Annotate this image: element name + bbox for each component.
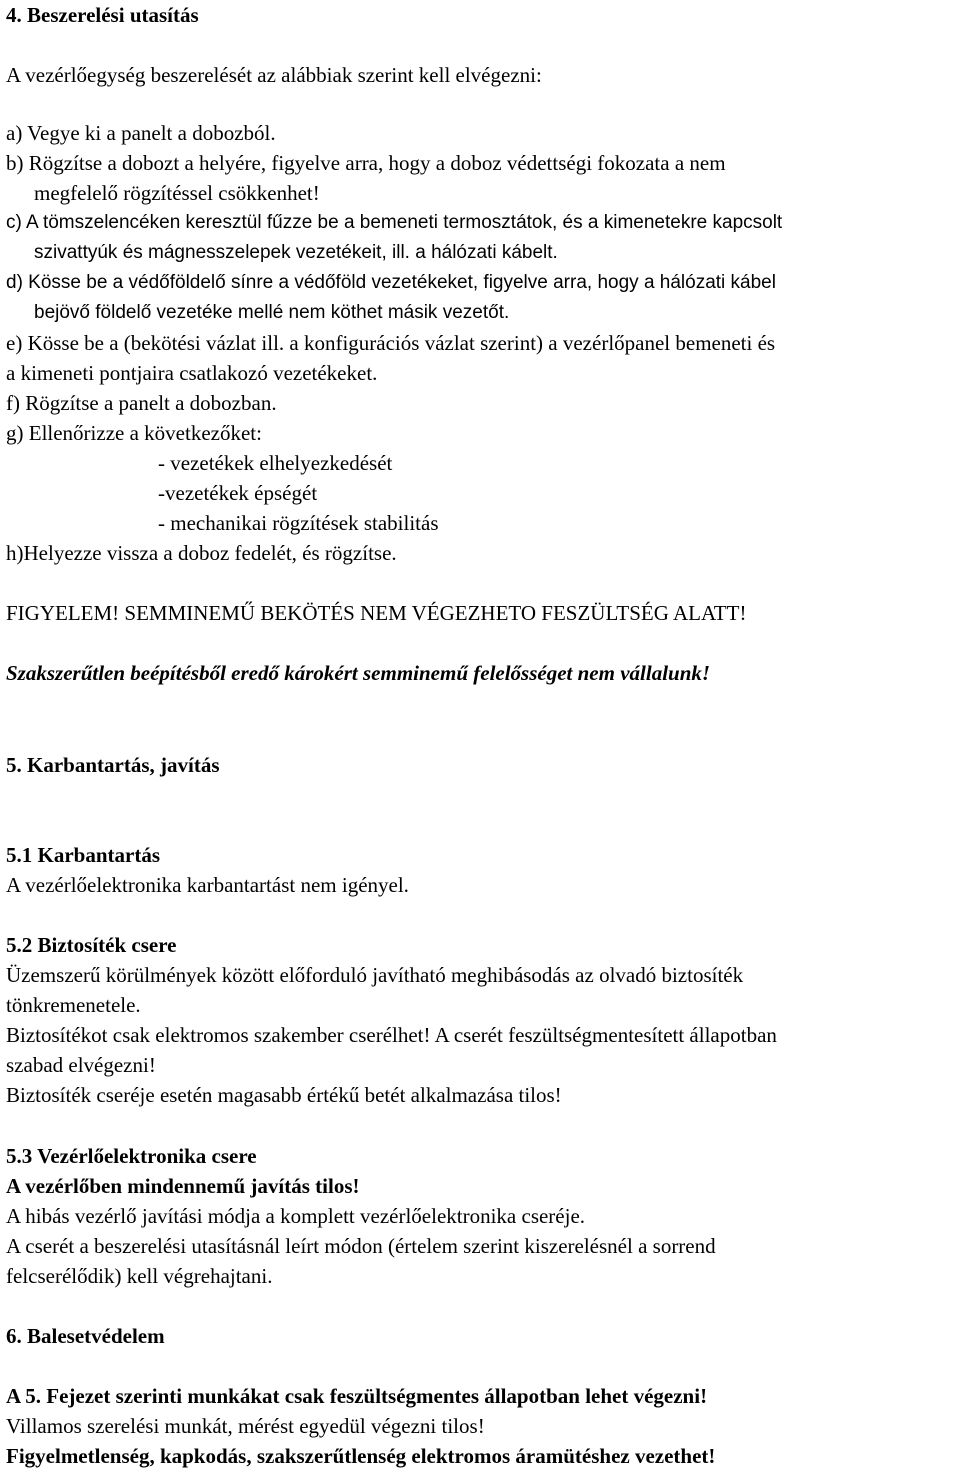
step-e-line1: e) Kösse be a (bekötési vázlat ill. a konfigurációs vázlat szerint) a vezérlőpanel bemeneti és: [6, 331, 776, 355]
disclaimer-text: Szakszerűtlen beépítésből eredő károkért semminemű felelősséget nem vállalunk!: [6, 661, 711, 685]
warning-text: FIGYELEM! SEMMINEMŰ BEKÖTÉS NEM VÉGEZHETO FESZÜLTSÉG ALATT!: [6, 601, 747, 625]
step-a: a) Vegye ki a panelt a dobozból.: [6, 121, 276, 145]
step-b-line1: b) Rögzítse a dobozt a helyére, figyelve arra, hogy a doboz védettségi fokozata a nem: [6, 151, 726, 175]
section-5-2-heading: [6, 930, 176, 960]
step-f: f) Rögzítse a panelt a dobozban.: [6, 391, 277, 415]
section-number: 5.1: [6, 843, 38, 867]
section-5-2-line2: tönkremenetele.: [6, 993, 141, 1017]
section-5-2-line4: szabad elvégezni!: [6, 1053, 156, 1077]
check-item: - vezetékek elhelyezkedését: [158, 451, 393, 475]
section-5-2-line3: Biztosítékot csak elektromos szakember cserélhet! A cserét feszültségmentesített állapotban: [6, 1023, 777, 1047]
section-5-3-line3: A cserét a beszerelési utasításnál leírt módon (értelem szerint kiszerelésnél a sorrend: [6, 1234, 716, 1258]
section-6-line1: A 5. Fejezet szerinti munkákat csak feszültségmentes állapotban lehet végezni!: [6, 1384, 708, 1408]
step-e-line2: a kimeneti pontjaira csatlakozó vezetékeket.: [6, 361, 378, 385]
section-title: Biztosíték csere: [37, 933, 177, 957]
section-5-3-heading: [6, 1141, 257, 1171]
section-6-line2: Villamos szerelési munkát, mérést egyedül végezni tilos!: [6, 1414, 485, 1438]
step-d-line2: bejövő földelő vezetéke mellé nem köthet másik vezetőt.: [34, 302, 510, 323]
section-5-3-line2: A hibás vezérlő javítási módja a komplett vezérlőelektronika cseréje.: [6, 1204, 586, 1228]
section-5-2-line5: Biztosíték cseréje esetén magasabb értékű betét alkalmazása tilos!: [6, 1083, 562, 1107]
section-6-title: 6. Balesetvédelem: [6, 1324, 165, 1348]
step-c-line1: c) A tömszelencéken keresztül fűzze be a bemeneti termosztátok, és a kimenetekre kapcsolt: [6, 212, 783, 233]
section-title: Karbantartás: [37, 843, 160, 867]
section-5-2-line1: Üzemszerű körülmények között előforduló javítható meghibásodás az olvadó biztosíték: [6, 963, 744, 987]
section-5-title: 5. Karbantartás, javítás: [6, 753, 220, 777]
step-c-line2: szivattyúk és mágnesszelepek vezetékeit, ill. a hálózati kábelt.: [34, 242, 558, 263]
step-g: g) Ellenőrizze a következőket:: [6, 421, 262, 445]
section-number: 5.2: [6, 933, 38, 957]
check-item: -vezetékek épségét: [158, 481, 318, 505]
section-5-1-heading: [6, 840, 160, 870]
section-4-intro: A vezérlőegység beszerelését az alábbiak szerint kell elvégezni:: [6, 63, 542, 87]
section-5-1-text: A vezérlőelektronika karbantartást nem igényel.: [6, 873, 409, 897]
step-d-line1: d) Kösse be a védőföldelő sínre a védőföld vezetékeket, figyelve arra, hogy a hálózati kábel: [6, 272, 776, 293]
section-4-title: 4. Beszerelési utasítás: [6, 3, 199, 27]
section-5-3-line1: A vezérlőben mindennemű javítás tilos!: [6, 1174, 360, 1198]
step-b-line2: megfelelő rögzítéssel csökkenhet!: [34, 181, 320, 205]
section-6-line3: Figyelmetlenség, kapkodás, szakszerűtlenség elektromos áramütéshez vezethet!: [6, 1444, 716, 1468]
check-item: - mechanikai rögzítések stabilitás: [158, 511, 439, 535]
section-number: 5.3: [6, 1144, 38, 1168]
section-title: Vezérlőelektronika csere: [37, 1144, 257, 1168]
step-h: h)Helyezze vissza a doboz fedelét, és rögzítse.: [6, 541, 397, 565]
section-5-3-line4: felcserélődik) kell végrehajtani.: [6, 1264, 273, 1288]
